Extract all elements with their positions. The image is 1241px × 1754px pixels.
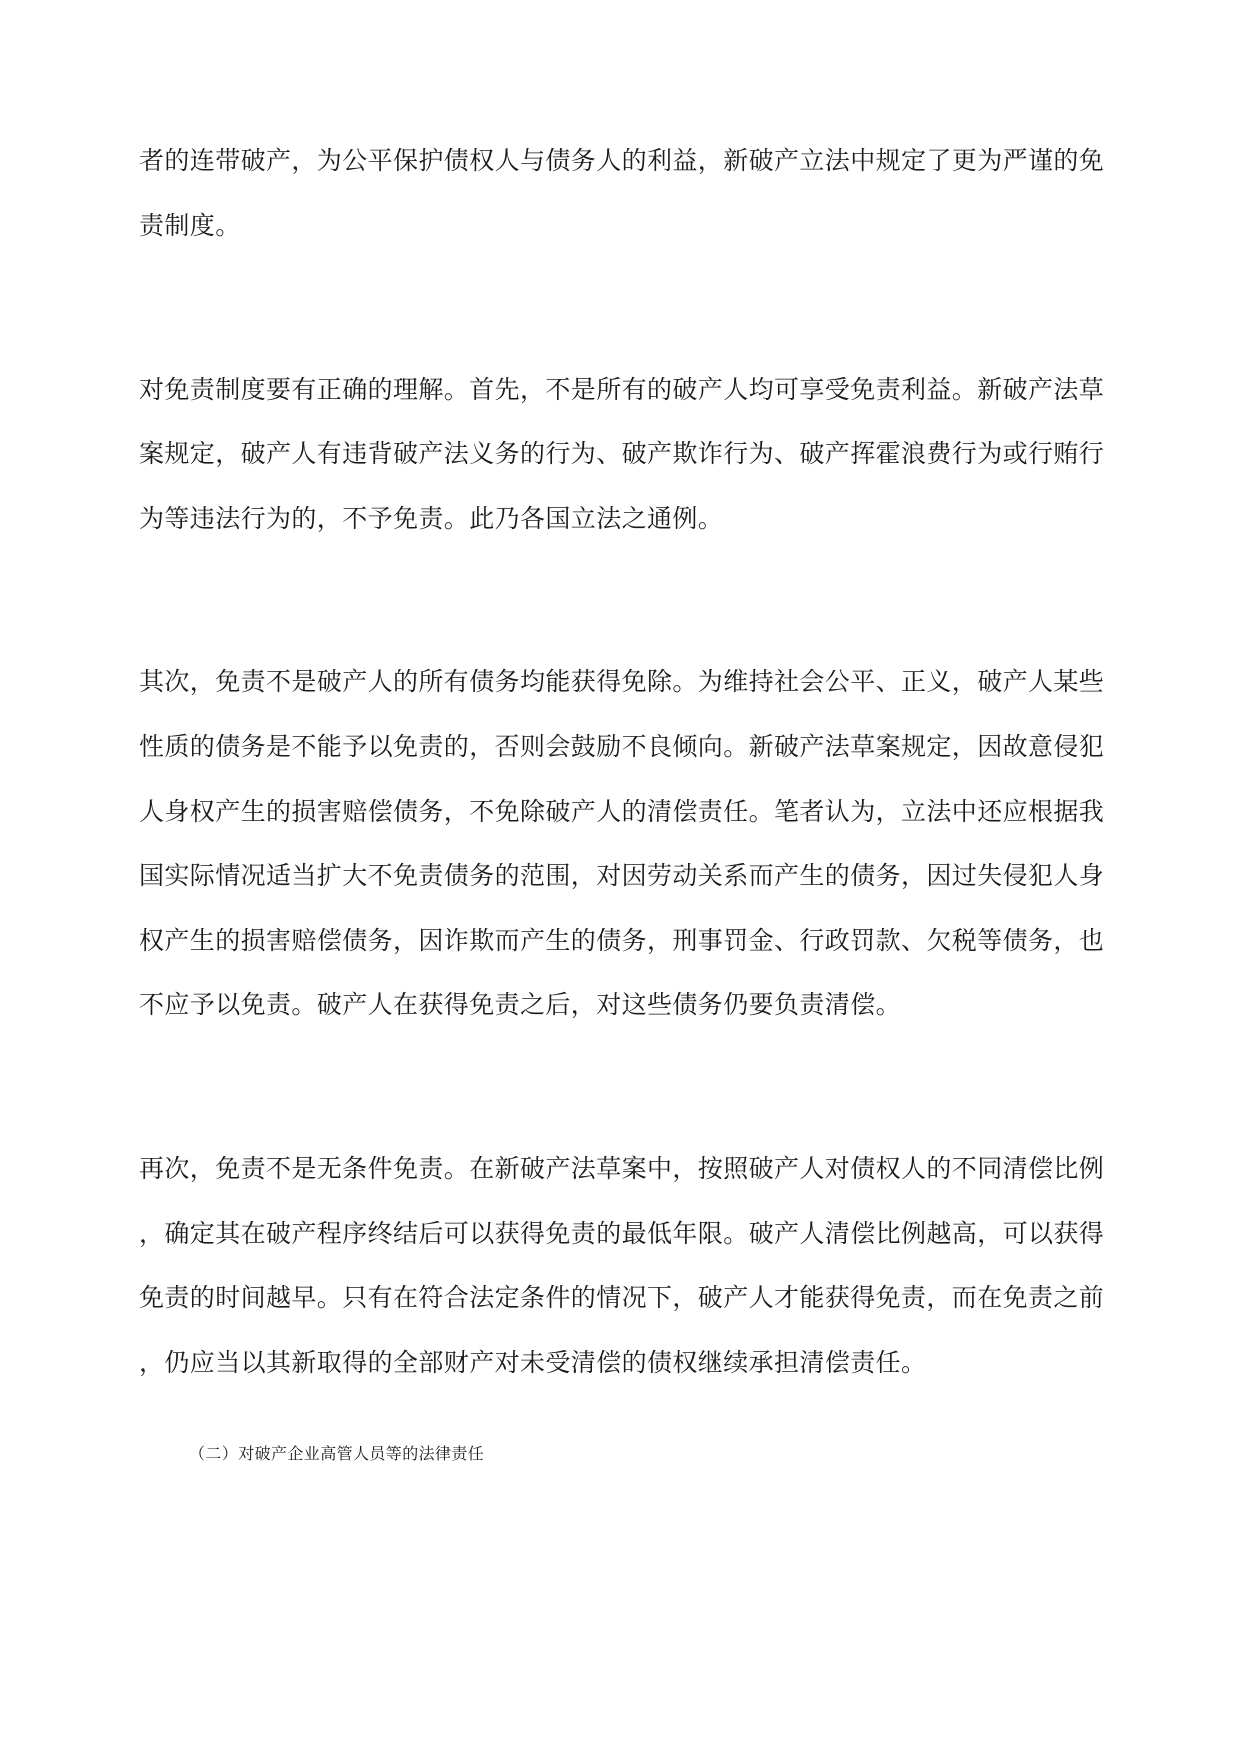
paragraph-3-line-1: 其次，免责不是破产人的所有债务均能获得免除。为维持社会公平、正义，破产人某些	[139, 667, 1105, 696]
paragraph-3-line-6: 不应予以免责。破产人在获得免责之后，对这些债务仍要负责清偿。	[139, 990, 902, 1019]
paragraph-2-line-3: 为等违法行为的，不予免责。此乃各国立法之通例。	[139, 504, 724, 533]
section-heading: （二）对破产企业高管人员等的法律责任	[189, 1444, 485, 1463]
paragraph-3-line-5: 权产生的损害赔偿债务，因诈欺而产生的债务，刑事罚金、行政罚款、欠税等债务，也	[139, 926, 1105, 955]
paragraph-3-line-3: 人身权产生的损害赔偿债务，不免除破产人的清偿责任。笔者认为，立法中还应根据我	[139, 797, 1105, 826]
paragraph-3-line-2: 性质的债务是不能予以免责的，否则会鼓励不良倾向。新破产法草案规定，因故意侵犯	[139, 732, 1105, 761]
paragraph-4-line-2: ，确定其在破产程序终结后可以获得免责的最低年限。破产人清偿比例越高，可以获得	[139, 1219, 1105, 1248]
paragraph-4-line-4: ，仍应当以其新取得的全部财产对未受清偿的债权继续承担清偿责任。	[139, 1348, 927, 1377]
paragraph-2-line-1: 对免责制度要有正确的理解。首先，不是所有的破产人均可享受免责利益。新破产法草	[139, 375, 1105, 404]
paragraph-1-line-2: 责制度。	[139, 211, 241, 240]
paragraph-4-line-1: 再次，免责不是无条件免责。在新破产法草案中，按照破产人对债权人的不同清偿比例	[139, 1154, 1105, 1183]
paragraph-3-line-4: 国实际情况适当扩大不免责债务的范围，对因劳动关系而产生的债务，因过失侵犯人身	[139, 861, 1105, 890]
paragraph-4-line-3: 免责的时间越早。只有在符合法定条件的情况下，破产人才能获得免责，而在免责之前	[139, 1283, 1105, 1312]
paragraph-1-line-1: 者的连带破产，为公平保护债权人与债务人的利益，新破产立法中规定了更为严谨的免	[139, 146, 1105, 175]
paragraph-2-line-2: 案规定，破产人有违背破产法义务的行为、破产欺诈行为、破产挥霍浪费行为或行贿行	[139, 439, 1105, 468]
